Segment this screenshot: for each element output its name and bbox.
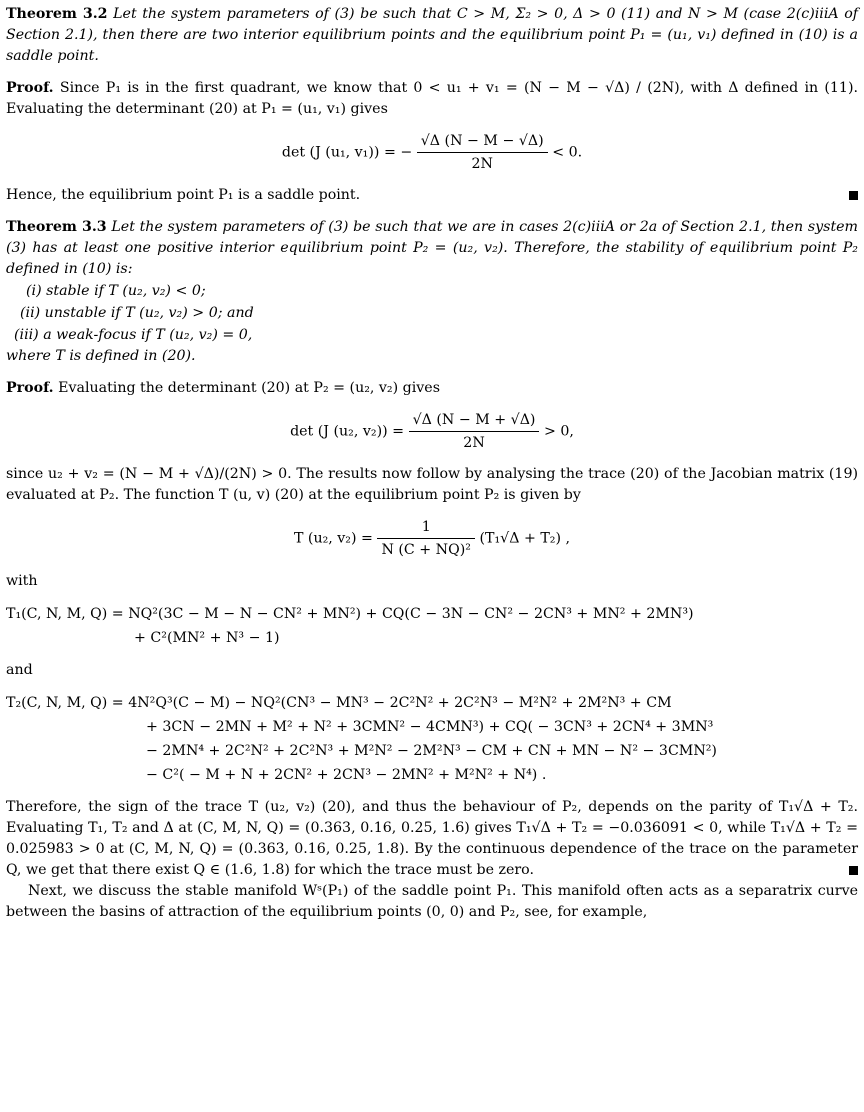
eq-line: − C²( − M + N + 2CN² + 2CN³ − 2MN² + M²N² + N⁴) . (146, 767, 547, 783)
eq-numerator: √Δ (N − M + √Δ) (409, 409, 540, 432)
qed-mark (849, 191, 858, 200)
eq-rhs: > 0, (544, 423, 574, 440)
proof-label: Proof. (6, 380, 54, 396)
proof-2 (6, 378, 858, 399)
eq-fraction (417, 130, 548, 175)
theorem-text: Let the system parameters of (3) be such that C > M, Σ₂ > 0, Δ > 0 (11) and N > M (case 2(c)iiiA of Section 2.1), then there are two interior equilibrium points and the equilibrium point P₁ = (u₁, v₁) defined in (10) is a saddle point. (6, 6, 858, 64)
proof-1 (6, 78, 858, 120)
proof-1-conclusion (6, 185, 858, 206)
proof-label: Proof. (6, 80, 54, 96)
eq-denominator: N (C + NQ)² (381, 542, 471, 558)
theorem-tail: where T is defined in (20). (6, 348, 196, 364)
eq-denominator: 2N (463, 435, 485, 451)
eq-lhs: T (u₂, v₂) = (293, 530, 373, 547)
equation-t1 (6, 602, 858, 650)
eq-fraction (377, 516, 475, 561)
eq-rhs: (T₁√Δ + T₂) , (479, 530, 571, 547)
eq-numerator: 1 (377, 516, 475, 539)
conclusion-text: Hence, the equilibrium point P₁ is a saddle point. (6, 187, 361, 203)
eq-rhs: < 0. (552, 144, 583, 161)
next-paragraph: Next, we discuss the stable manifold Wˢ(P₁) of the saddle point P₁. This manifold often acts as a separatrix curve between the basins of attraction of the equilibrium points (0, 0) and P₂, see, for example, (6, 883, 858, 920)
and-text: and (6, 662, 33, 678)
eq-line: T₂(C, N, M, Q) = 4N²Q³(C − M) − NQ²(CN³ − MN³ − 2C²N² + 2C²N³ − M²N² + 2M²N³ + CM (6, 695, 672, 711)
proof-text: Since P₁ is in the first quadrant, we know that 0 < u₁ + v₁ = (N − M − √Δ) / (2N), with Δ defined in (11). Evaluating the determinant (20) at P₁ = (u₁, v₁) gives (6, 80, 858, 117)
theorem-item: (i) stable if T (u₂, v₂) < 0; (26, 283, 206, 299)
proof-2-mid: since u₂ + v₂ = (N − M + √Δ)/(2N) > 0. The results now follow by analysing the trace (20) of the Jacobian matrix (19) evaluated at P₂. The function T (u, v) (20) at the equilibrium point P₂ is given by (6, 466, 858, 503)
equation-trace (6, 516, 858, 561)
theorem-3-3 (6, 217, 858, 280)
final-text: Therefore, the sign of the trace T (u₂, v₂) (20), and thus the behaviour of P₂, depends on the parity of T₁√Δ + T₂. Evaluating T₁, T₂ and Δ at (C, M, N, Q) = (0.363, 0.16, 0.25, 1.6) gives T₁√Δ + T₂ = −0.036091 < 0, while T₁√Δ + T₂ = 0.025983 > 0 at (C, M, N, Q) = (0.363, 0.16, 0.25, 1.8). By the continuous dependence of the trace on the parameter Q, we get that there exist Q ∈ (1.6, 1.8) for which the trace must be zero. (6, 799, 858, 878)
theorem-3-2 (6, 4, 858, 67)
theorem-text: Let the system parameters of (3) be such that we are in cases 2(c)iiiA or 2a of Section 2.1, then system (3) has at least one positive interior equilibrium point P₂ = (u₂, v₂). Therefore, the stability of equilibrium point P₂ defined in (10) is: (6, 219, 858, 277)
eq-numerator: √Δ (N − M − √Δ) (417, 130, 548, 153)
eq-lhs: det (J (u₂, v₂)) = (290, 423, 405, 440)
equation-det-p1 (6, 130, 858, 175)
theorem-item: (iii) a weak-focus if T (u₂, v₂) = 0, (14, 327, 253, 343)
proof-2-final (6, 797, 858, 881)
eq-line: − 2MN⁴ + 2C²N² + 2C²N³ + M²N² − 2M²N³ − CM + CN + MN − N² − 3CMN²) (146, 743, 717, 759)
qed-mark (849, 866, 858, 875)
paper-page (6, 4, 858, 923)
eq-line: T₁(C, N, M, Q) = NQ²(3C − M − N − CN² + MN²) + CQ(C − 3N − CN² − 2CN³ + MN² + 2MN³) (6, 606, 694, 622)
eq-lhs: det (J (u₁, v₁)) = − (281, 144, 413, 161)
eq-line: + C²(MN² + N³ − 1) (134, 630, 280, 646)
eq-fraction (409, 409, 540, 454)
with-text: with (6, 573, 38, 589)
theorem-item: (ii) unstable if T (u₂, v₂) > 0; and (20, 305, 254, 321)
theorem-label: Theorem 3.2 (6, 6, 108, 22)
eq-denominator: 2N (471, 156, 493, 172)
equation-t2 (6, 691, 858, 787)
equation-det-p2 (6, 409, 858, 454)
proof-intro: Evaluating the determinant (20) at P₂ = (u₂, v₂) gives (58, 380, 440, 396)
theorem-label: Theorem 3.3 (6, 219, 107, 235)
eq-line: + 3CN − 2MN + M² + N² + 3CMN² − 4CMN³) + CQ( − 3CN³ + 2CN⁴ + 3MN³ (146, 719, 714, 735)
